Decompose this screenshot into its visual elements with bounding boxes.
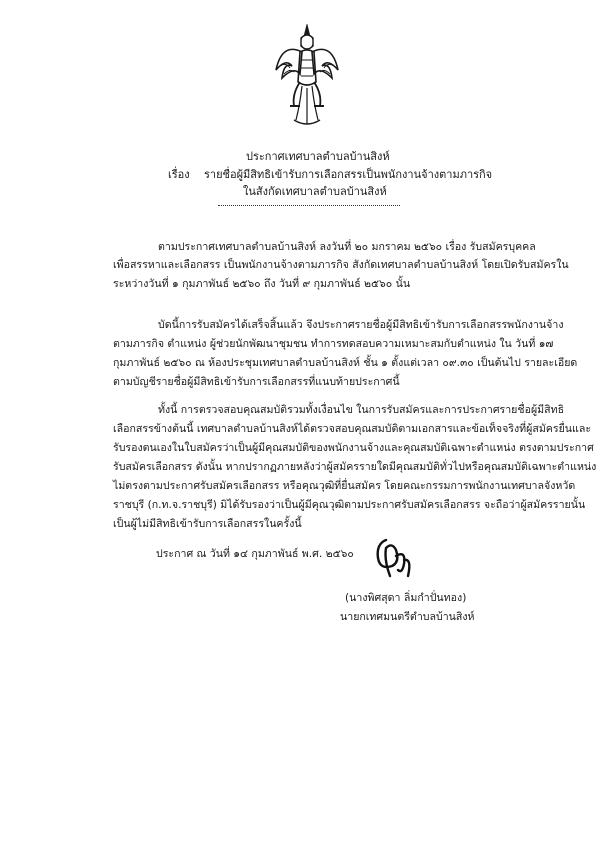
- signer-name: (นางพิศสุดา ลิ่มกำปั่นทอง): [345, 592, 467, 604]
- subject-line-2: ในสังกัดเทศบาลตำบลบ้านสิงห์: [243, 185, 387, 198]
- p1-line-1: ตามประกาศเทศบาลตำบลบ้านสิงห์ ลงวันที่ ๒๐ มกราคม ๒๕๖๐ เรื่อง รับสมัครบุคคล: [158, 241, 536, 253]
- p1-line-2: เพื่อสรรหาและเลือกสรร เป็นพนักงานจ้างตามภารกิจ สังกัดเทศบาลตำบลบ้านสิงห์ โดยเปิดรับสมัครใน: [113, 259, 569, 271]
- handwritten-signature: [356, 530, 446, 590]
- garuda-emblem-icon: [272, 22, 342, 130]
- p2-line-2: ตามภารกิจ ตำแหน่ง ผู้ช่วยนักพัฒนาชุมชน ทำการทดสอบความเหมาะสมกับตำแหน่ง ใน วันที่ ๑๗: [113, 338, 554, 350]
- header-divider: [218, 205, 400, 206]
- signer-position: นายกเทศมนตรีตำบลบ้านสิงห์: [340, 611, 475, 623]
- p2-line-4: ตามบัญชีรายชื่อผู้มีสิทธิเข้ารับการเลือกสรรที่แนบท้ายประกาศนี้: [113, 376, 400, 388]
- p3-line-3: รับรองตนเองในใบสมัครว่าเป็นผู้มีคุณสมบัติของพนักงานจ้างและคุณสมบัติเฉพาะตำแหน่ง ตรงตามประกาศ: [113, 442, 594, 454]
- p2-line-1: บัดนี้การรับสมัครได้เสร็จสิ้นแล้ว จึงประกาศรายชื่อผู้มีสิทธิเข้ารับการเลือกสรรพนักงานจ้าง: [158, 319, 564, 331]
- org-title: ประกาศเทศบาลตำบลบ้านสิงห์: [246, 150, 390, 163]
- p3-line-4: รับสมัครเลือกสรร ดังนั้น หากปรากฏภายหลังว่าผู้สมัครรายใดมีคุณสมบัติทั่วไปหรือคุณสมบัติเฉพาะตำแหน่ง: [113, 461, 597, 473]
- announcement-date: ประกาศ ณ วันที่ ๑๔ กุมภาพันธ์ พ.ศ. ๒๕๖๐: [156, 548, 354, 560]
- p3-line-6: ราชบุรี (ก.ท.จ.ราชบุรี) มิได้รับรองว่าเป็นผู้มีคุณวุฒิตามประกาศรับสมัครเลือกสรร จะถือว่าผู้สมัครรายนั้น: [113, 499, 586, 511]
- p3-line-2: เลือกสรรข้างต้นนี้ เทศบาลตำบลบ้านสิงห์ได้ตรวจสอบคุณสมบัติตามเอกสารและข้อเท็จจริงที่ผู้สมัครยื่นและ: [113, 423, 592, 435]
- p3-line-1: ทั้งนี้ การตรวจสอบคุณสมบัติรวมทั้งเงื่อนไข ในการรับสมัครและการประกาศรายชื่อผู้มีสิทธิ: [158, 404, 565, 416]
- p1-line-3: ระหว่างวันที่ ๑ กุมภาพันธ์ ๒๕๖๐ ถึง วันที่ ๙ กุมภาพันธ์ ๒๕๖๐ นั้น: [113, 278, 411, 290]
- p3-line-7: เป็นผู้ไม่มีสิทธิเข้ารับการเลือกสรรในครั้งนี้: [113, 518, 302, 530]
- subject-prefix: เรื่อง: [168, 168, 190, 181]
- p3-line-5: ไม่ตรงตามประกาศรับสมัครเลือกสรร หรือคุณวุฒิที่ยื่นสมัคร โดยคณะกรรมการพนักงานเทศบาลจังหวัด: [113, 480, 576, 492]
- subject-line-1: รายชื่อผู้มีสิทธิเข้ารับการเลือกสรรเป็นพนักงานจ้างตามภารกิจ: [204, 168, 493, 181]
- p2-line-3: กุมภาพันธ์ ๒๕๖๐ ณ ห้องประชุมเทศบาลตำบลบ้านสิงห์ ชั้น ๑ ตั้งแต่เวลา ๐๙.๓๐ เป็นต้นไป รายละเอียด: [113, 357, 578, 369]
